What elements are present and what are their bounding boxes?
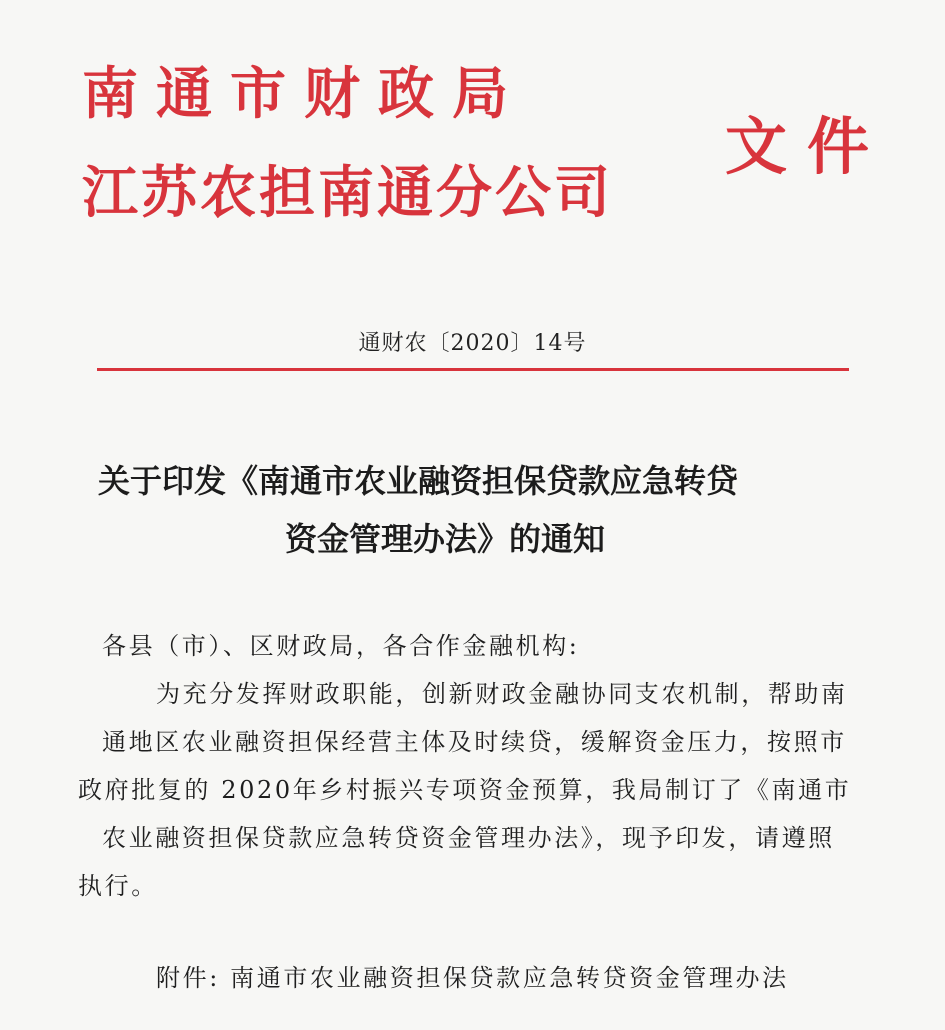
paragraph-line: 执行。 xyxy=(78,872,158,900)
paragraph-line: 通地区农业融资担保经营主体及时续贷，缓解资金压力，按照市 xyxy=(102,728,847,756)
attachment-note xyxy=(156,954,789,1002)
issuer-line-2: 江苏农担南通分公司 xyxy=(82,160,613,226)
document-number: 通财农〔2020〕14号 xyxy=(358,331,587,356)
document-type-label: 文件 xyxy=(725,110,890,183)
red-divider xyxy=(97,368,849,371)
issuer-line-1: 南通市财政局 xyxy=(82,61,526,127)
attachment-label: 附件: xyxy=(156,964,220,992)
document-title xyxy=(98,452,858,568)
document-body xyxy=(78,622,868,910)
title-line-2: 资金管理办法》的通知 xyxy=(285,520,606,558)
title-line-1: 关于印发《南通市农业融资担保贷款应急转贷 xyxy=(98,462,739,500)
attachment-text: 南通市农业融资担保贷款应急转贷资金管理办法 xyxy=(230,964,789,992)
paragraph-line: 为充分发挥财政职能，创新财政金融协同支农机制，帮助南 xyxy=(156,680,848,708)
salutation: 各县（市）、区财政局，各合作金融机构: xyxy=(102,632,580,660)
paragraph-line: 政府批复的 2020年乡村振兴专项资金预算，我局制订了《南通市 xyxy=(78,776,852,804)
paragraph-line: 农业融资担保贷款应急转贷资金管理办法》，现予印发，请遵照 xyxy=(102,824,835,852)
